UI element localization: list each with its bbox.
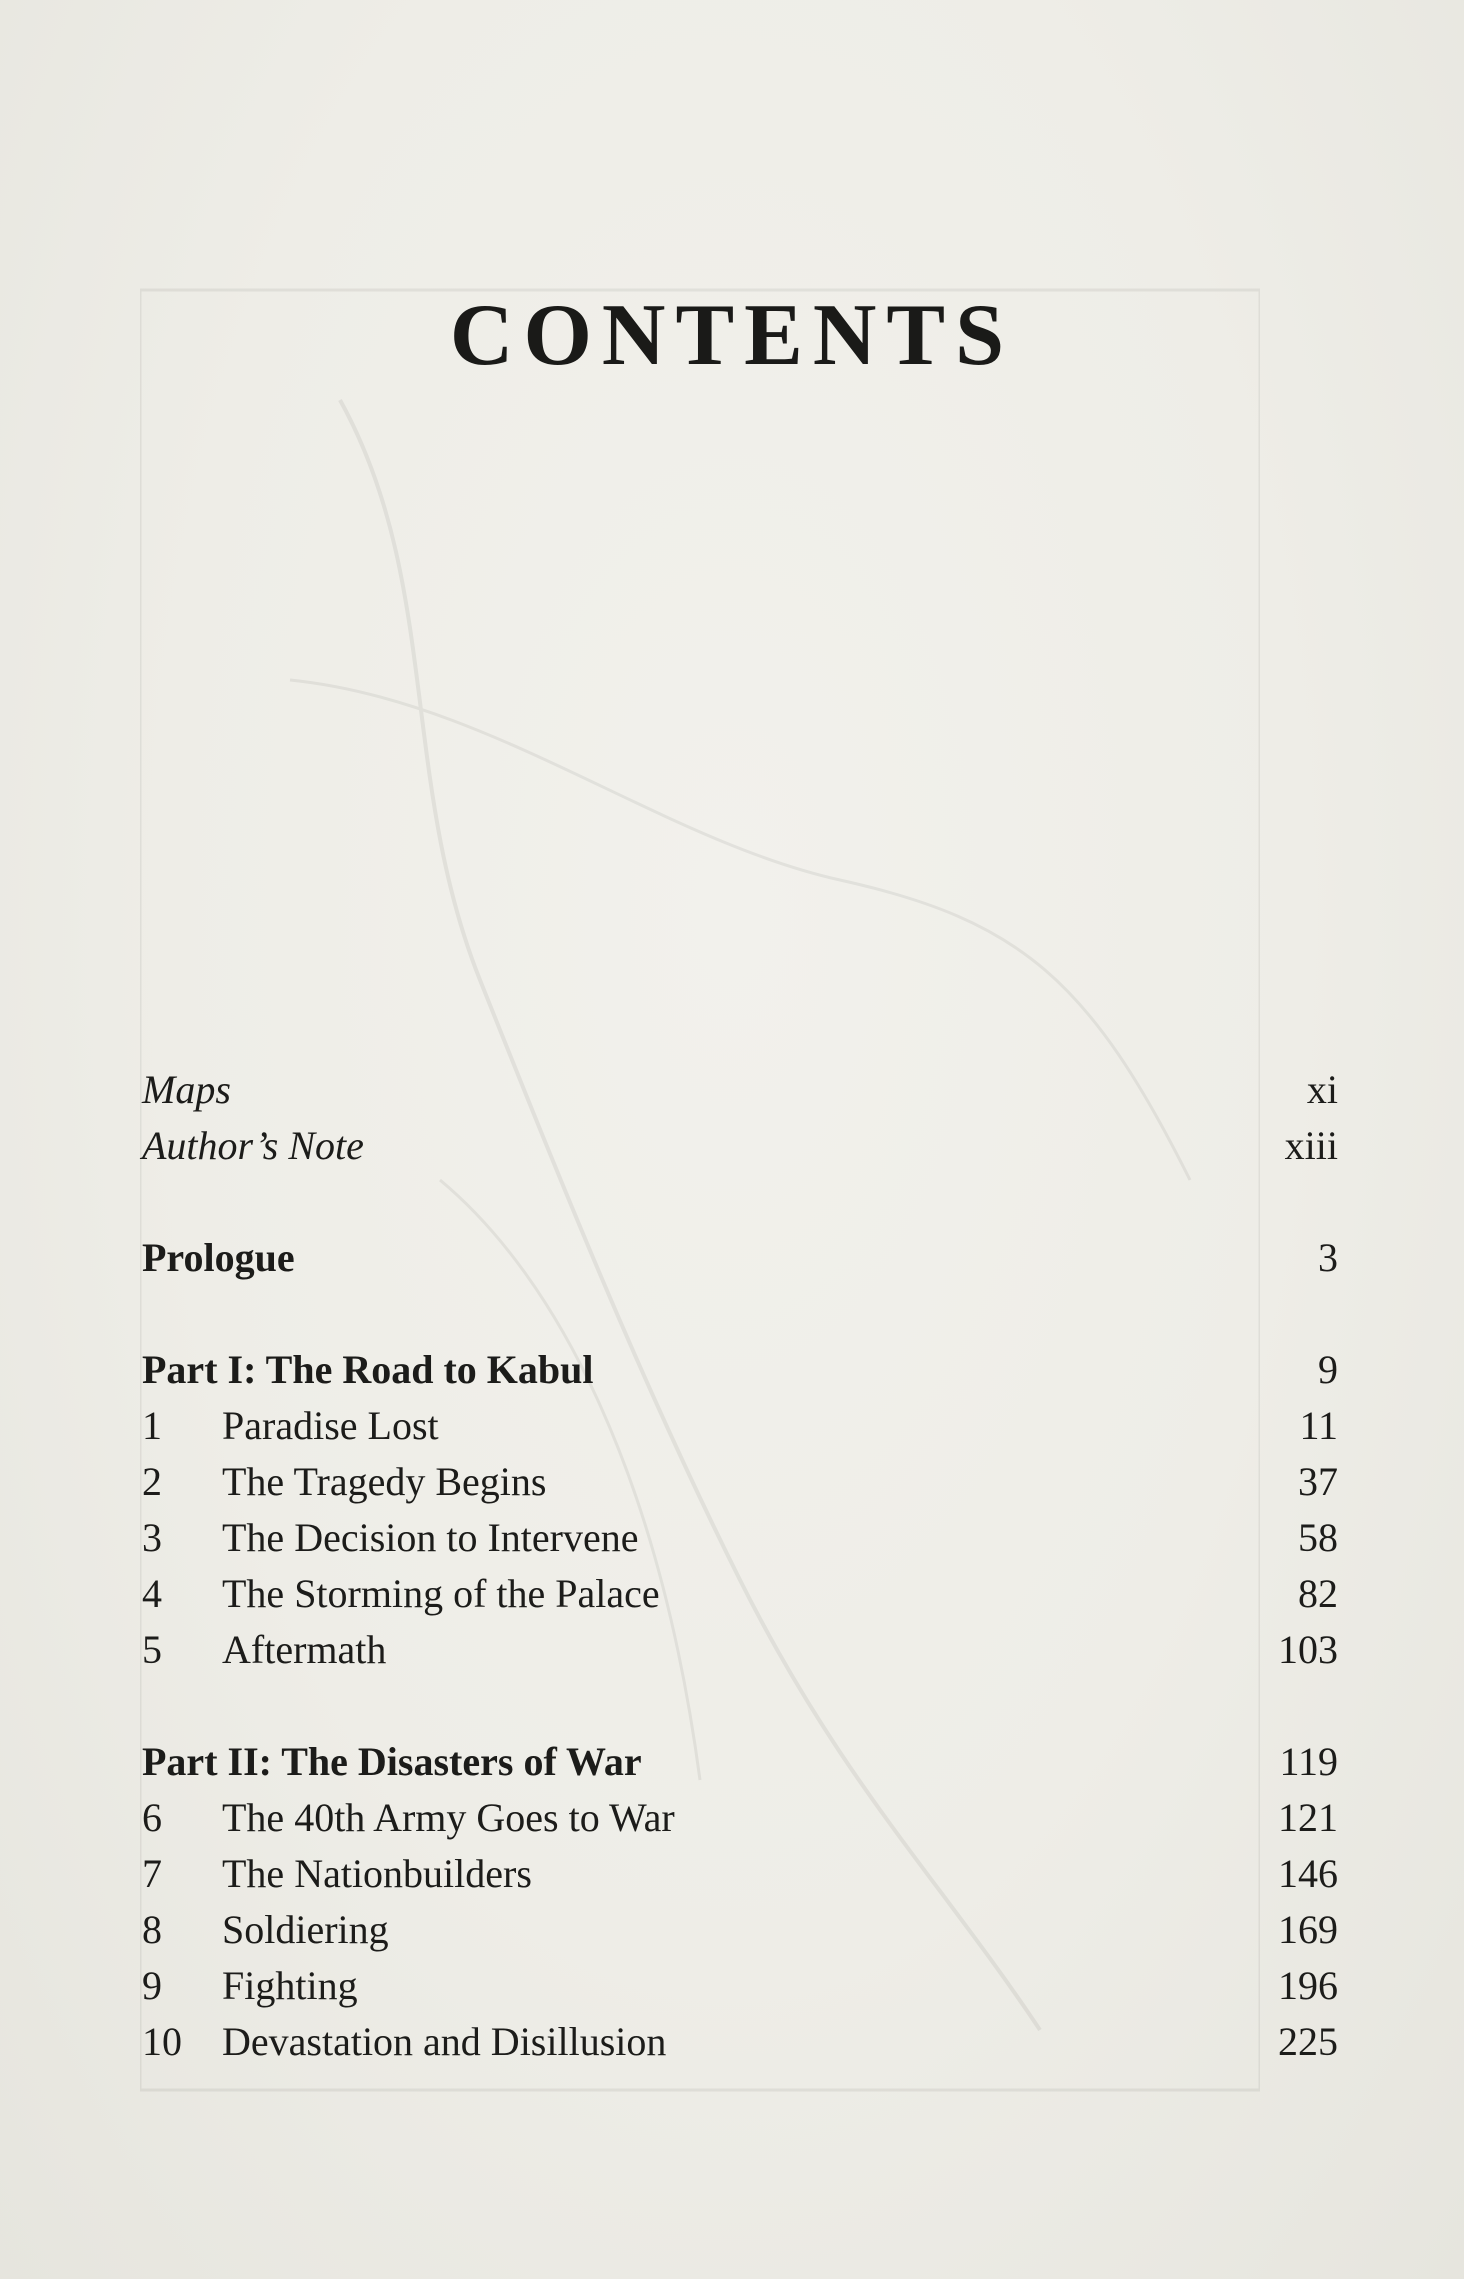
chapter-number: 5	[142, 1627, 162, 1672]
toc-page-number: 119	[1279, 1739, 1338, 1784]
chapter-title: The Tragedy Begins	[222, 1459, 547, 1504]
part-title: Part I: The Road to Kabul	[142, 1347, 594, 1392]
chapter-number: 7	[142, 1851, 162, 1896]
toc-page-number: 82	[1298, 1571, 1338, 1616]
toc-chapter-entry[interactable]	[142, 1398, 1338, 1454]
part-title: Part II: The Disasters of War	[142, 1739, 642, 1784]
spacer	[142, 1174, 1338, 1230]
chapter-number: 1	[142, 1403, 162, 1448]
chapter-title: Devastation and Disillusion	[222, 2019, 667, 2064]
chapter-number: 10	[142, 2019, 182, 2064]
chapter-title: The 40th Army Goes to War	[222, 1795, 675, 1840]
toc-chapter-entry[interactable]	[142, 1790, 1338, 1846]
toc-entry-label: Author’s Note	[142, 1123, 364, 1168]
chapter-title: The Nationbuilders	[222, 1851, 532, 1896]
table-of-contents	[142, 1062, 1338, 2070]
chapter-title: Aftermath	[222, 1627, 387, 1672]
chapter-title: Fighting	[222, 1963, 358, 2008]
chapter-number: 2	[142, 1459, 162, 1504]
toc-page-number: 3	[1318, 1235, 1338, 1280]
spacer	[142, 1286, 1338, 1342]
toc-page-number: 58	[1298, 1515, 1338, 1560]
toc-chapter-entry[interactable]	[142, 1846, 1338, 1902]
toc-chapter-entry[interactable]	[142, 1622, 1338, 1678]
chapter-title: The Storming of the Palace	[222, 1571, 660, 1616]
toc-chapter-entry[interactable]	[142, 1566, 1338, 1622]
toc-chapter-entry[interactable]	[142, 1902, 1338, 1958]
toc-chapter-entry[interactable]	[142, 1454, 1338, 1510]
chapter-title: The Decision to Intervene	[222, 1515, 639, 1560]
toc-entry-maps[interactable]	[142, 1062, 1338, 1118]
toc-page-number: xiii	[1284, 1123, 1338, 1168]
toc-page-number: 196	[1278, 1963, 1338, 2008]
chapter-number: 3	[142, 1515, 162, 1560]
toc-chapter-entry[interactable]	[142, 1510, 1338, 1566]
chapter-title: Paradise Lost	[222, 1403, 439, 1448]
chapter-number: 4	[142, 1571, 162, 1616]
toc-chapter-entry[interactable]	[142, 2014, 1338, 2070]
toc-page-number: 9	[1318, 1347, 1338, 1392]
toc-entry-label: Prologue	[142, 1235, 295, 1280]
toc-part-heading[interactable]	[142, 1734, 1338, 1790]
toc-page-number: 121	[1278, 1795, 1338, 1840]
toc-page-number: 37	[1298, 1459, 1338, 1504]
page-title: CONTENTS	[449, 287, 1015, 384]
chapter-number: 8	[142, 1907, 162, 1952]
toc-entry-authors-note[interactable]	[142, 1118, 1338, 1174]
spacer	[142, 1678, 1338, 1734]
toc-page-number: 11	[1299, 1403, 1338, 1448]
chapter-number: 9	[142, 1963, 162, 2008]
toc-page-number: 169	[1278, 1907, 1338, 1952]
toc-page-number: xi	[1306, 1067, 1338, 1112]
chapter-number: 6	[142, 1795, 162, 1840]
chapter-title: Soldiering	[222, 1907, 389, 1952]
toc-chapter-entry[interactable]	[142, 1958, 1338, 2014]
toc-page-number: 146	[1278, 1851, 1338, 1896]
toc-entry-label: Maps	[142, 1067, 231, 1112]
toc-entry-prologue[interactable]	[142, 1230, 1338, 1286]
toc-part-heading[interactable]	[142, 1342, 1338, 1398]
toc-page-number: 103	[1278, 1627, 1338, 1672]
toc-page-number: 225	[1278, 2019, 1338, 2064]
